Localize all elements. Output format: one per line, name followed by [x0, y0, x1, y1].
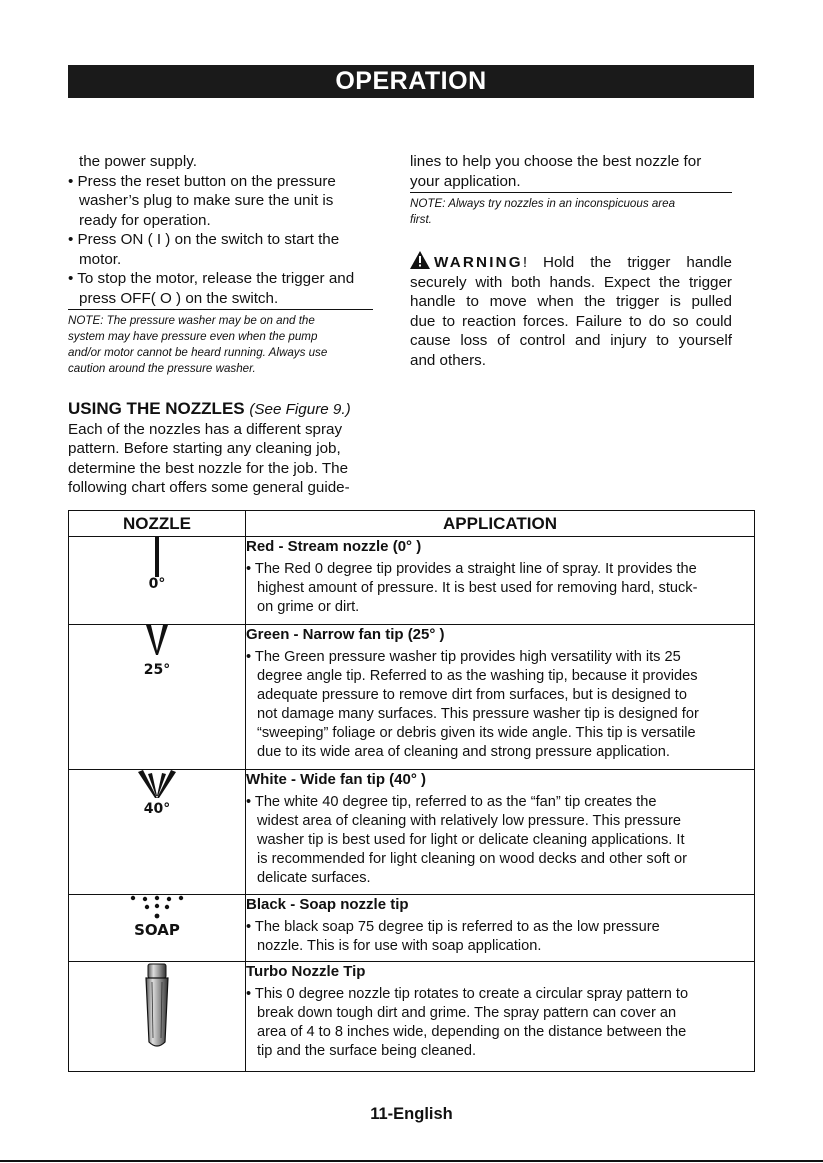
soap-nozzle-icon [127, 895, 187, 921]
description-line: widest area of cleaning with relatively low pressure. This pressure [257, 813, 681, 829]
text-line: the power supply. [79, 153, 197, 170]
nozzle-label: SOAP [134, 921, 180, 939]
application-cell [246, 770, 755, 895]
description-line: on grime or dirt. [257, 599, 360, 615]
stream-nozzle-icon [152, 537, 162, 577]
text-line: • To stop the motor, release the trigger and [68, 270, 355, 287]
turbo-nozzle-icon [140, 962, 174, 1052]
nozzle-description [246, 793, 754, 888]
nozzle-title: White - Wide fan tip (40° ) [246, 771, 427, 788]
right-column-note [410, 196, 732, 228]
text-line: NOTE: The pressure washer may be on and the [68, 314, 315, 327]
nozzle-label: 0° [148, 576, 166, 592]
nozzle-icon-cell [69, 895, 246, 962]
warning-line: due to reaction forces. Failure to do so could [410, 312, 732, 330]
description-line: • The Green pressure washer tip provides high versatility with its 25 [246, 649, 681, 665]
text-line: Each of the nozzles has a different spray [68, 420, 343, 438]
warning-first-line [410, 251, 732, 273]
description-line: area of 4 to 8 inches wide, depending on the distance between the [257, 1024, 687, 1040]
table-header-row [69, 511, 755, 537]
left-column [68, 152, 373, 377]
text-line: washer’s plug to make sure the unit is [79, 192, 334, 209]
table-row [69, 770, 755, 895]
application-cell [246, 537, 755, 625]
text-line: pattern. Before starting any cleaning job, [68, 440, 341, 457]
wide-fan-nozzle-icon [138, 770, 176, 802]
nozzle-label: 40° [143, 801, 171, 817]
table-row [69, 625, 755, 770]
warning-line: handle to move when the trigger is pulled [410, 293, 732, 310]
warning-block [410, 251, 732, 370]
text-line: following chart offers some general guide- [68, 479, 350, 496]
description-line: break down tough dirt and grime. The spray pattern can cover an [257, 1005, 677, 1021]
description-line: nozzle. This is for use with soap application. [257, 938, 542, 954]
warning-triangle-icon [410, 251, 430, 269]
section-heading-text: USING THE NOZZLES [68, 399, 245, 418]
right-column-text [410, 152, 732, 172]
description-line: due to its wide area of cleaning and strong pressure application. [257, 744, 670, 760]
right-column-last-line: your application. [410, 172, 732, 194]
nozzle-title: Green - Narrow fan tip (25° ) [246, 626, 445, 643]
narrow-fan-nozzle-icon [146, 625, 168, 663]
warning-line: securely with both hands. Expect the trigger [410, 273, 732, 291]
description-line: adequate pressure to remove dirt from surfaces, but is designed to [257, 687, 687, 703]
nozzle-table [68, 510, 755, 1072]
text-line: first. [410, 213, 432, 226]
nozzle-description [246, 985, 754, 1061]
text-line: system may have pressure even when the pump [68, 330, 318, 343]
left-column-text [68, 152, 373, 289]
text-line: • Press ON ( I ) on the switch to start the [68, 231, 340, 248]
nozzle-icon-cell [69, 625, 246, 770]
description-line: tip and the surface being cleaned. [257, 1043, 477, 1059]
table-row [69, 895, 755, 962]
text-line: • Press the reset button on the pressure [68, 172, 336, 190]
text-line: motor. [79, 250, 122, 268]
text-line: caution around the pressure washer. [68, 362, 256, 375]
nozzle-column-header: NOZZLE [69, 511, 246, 537]
table-row [69, 962, 755, 1072]
description-line: • The white 40 degree tip, referred to as the “fan” tip creates the [246, 794, 657, 810]
nozzle-title: Turbo Nozzle Tip [246, 963, 366, 980]
description-line: • The Red 0 degree tip provides a straight line of spray. It provides the [246, 561, 697, 577]
left-column-last-line: press OFF( O ) on the switch. [68, 289, 373, 311]
page-footer: 11-English [370, 1105, 453, 1123]
warning-line: cause loss of control and injury to yourself [410, 332, 732, 349]
description-line: is recommended for light cleaning on wood decks and other soft or [257, 851, 687, 867]
section-banner: OPERATION [68, 65, 754, 98]
description-line: highest amount of pressure. It is best used for removing hard, stuck- [257, 580, 698, 596]
nozzle-icon-cell [69, 537, 246, 625]
warning-first-rest: ! Hold the trigger handle [522, 254, 732, 271]
nozzle-label: 25° [143, 662, 171, 678]
nozzle-description [246, 918, 754, 956]
figure-reference: (See Figure 9.) [249, 401, 351, 418]
using-nozzles-section [68, 399, 398, 498]
description-line: delicate surfaces. [257, 870, 371, 886]
description-line: degree angle tip. Referred to as the washing tip, because it provides [257, 668, 698, 684]
nozzle-description [246, 648, 754, 762]
nozzle-title: Red - Stream nozzle (0° ) [246, 538, 422, 555]
description-line: • The black soap 75 degree tip is referred to as the low pressure [246, 919, 660, 935]
section-body [68, 420, 398, 498]
description-line: “sweeping” foliage or debris given its wide angle. This tip is versatile [257, 725, 696, 741]
warning-word: WARNING [434, 254, 523, 271]
application-cell [246, 895, 755, 962]
nozzle-title: Black - Soap nozzle tip [246, 896, 409, 913]
text-line: and/or motor cannot be heard running. Always use [68, 346, 328, 359]
application-cell [246, 962, 755, 1072]
nozzle-icon-cell [69, 770, 246, 895]
application-column-header: APPLICATION [246, 511, 755, 537]
warning-line: and others. [410, 351, 486, 369]
left-column-note [68, 313, 373, 377]
section-heading [68, 399, 398, 420]
text-line: NOTE: Always try nozzles in an inconspicuous area [410, 197, 676, 210]
text-line: determine the best nozzle for the job. The [68, 459, 349, 477]
nozzle-icon-cell [69, 962, 246, 1072]
table-row [69, 537, 755, 625]
description-line: not damage many surfaces. This pressure washer tip is designed for [257, 706, 699, 722]
application-cell [246, 625, 755, 770]
right-column [410, 152, 732, 370]
nozzle-description [246, 560, 754, 617]
text-line: lines to help you choose the best nozzle for [410, 153, 702, 170]
bottom-rule [0, 1160, 823, 1162]
text-line: ready for operation. [79, 211, 211, 229]
description-line: • This 0 degree nozzle tip rotates to create a circular spray pattern to [246, 986, 689, 1002]
warning-text [410, 273, 732, 371]
description-line: washer tip is best used for light or delicate cleaning applications. It [257, 832, 685, 848]
